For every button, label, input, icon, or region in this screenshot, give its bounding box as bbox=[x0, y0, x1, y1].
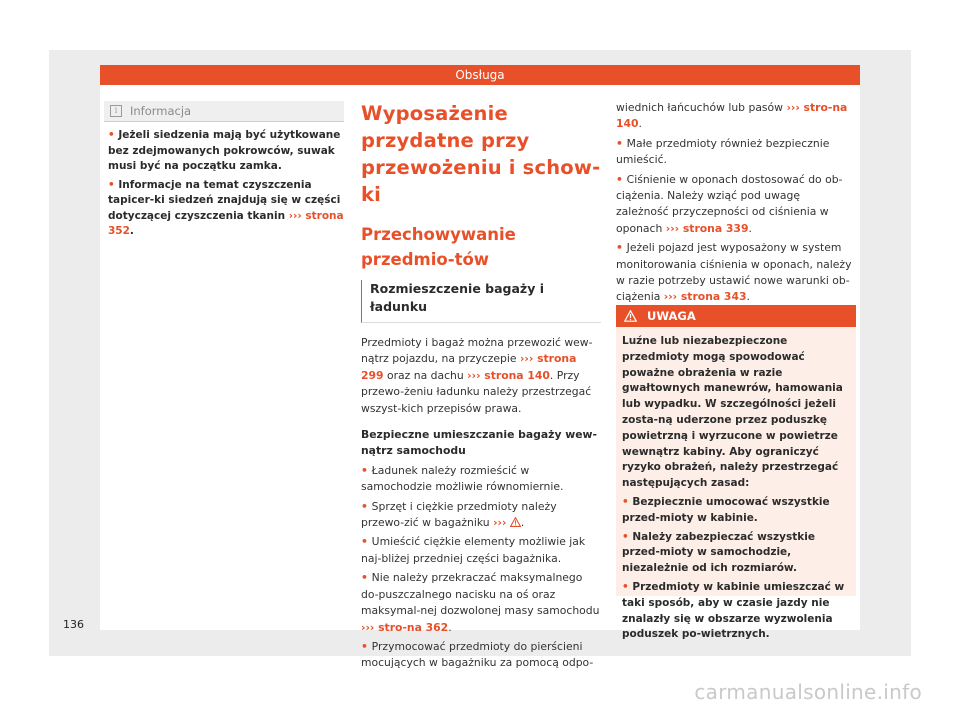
safe-heading: Bezpieczne umieszczanie bagaży wew-nątrz samochodu bbox=[361, 428, 598, 458]
page-link[interactable]: ››› strona 339 bbox=[665, 221, 749, 235]
right-column bbox=[616, 100, 856, 309]
warning-triangle-icon bbox=[624, 310, 637, 322]
list-item: • Nie należy przekraczać maksymalnego do-puszczalnego nacisku na oś oraz maksymal-nej dozwolonej masy samochodu ››› stro-na 362. bbox=[361, 571, 600, 634]
info-box bbox=[104, 101, 344, 243]
page-title: Wyposażenie przydatne przy przewożeniu i schow-ki bbox=[361, 102, 601, 206]
warning-header bbox=[616, 305, 856, 327]
warning-triangle-icon bbox=[510, 517, 521, 527]
page-number: 136 bbox=[63, 618, 84, 631]
warning-item: • Przedmioty w kabinie umieszczać w taki sposób, aby w czasie jazdy nie znalazły się w obszarze wyzwolenia poduszek po-wietrznych. bbox=[622, 580, 845, 641]
info-box-title: Informacja bbox=[130, 104, 192, 118]
page-link-arrow[interactable]: ››› bbox=[288, 209, 302, 222]
middle-column bbox=[361, 100, 601, 675]
info-box-header bbox=[104, 101, 344, 122]
warning-title: UWAGA bbox=[647, 309, 696, 323]
watermark: carmanualsonline.info bbox=[694, 680, 922, 704]
page-link[interactable]: ››› strona 140 bbox=[467, 368, 550, 382]
list-item: • Ciśnienie w oponach dostosować do ob-ciążenia. Należy wziąć pod uwagę zależność przyczepności od ciśnienia w oponach ››› strona 339. bbox=[616, 172, 843, 235]
subsection-title: Rozmieszczenie bagaży i ładunku bbox=[361, 280, 601, 323]
warning-item: • Należy zabezpieczać wszystkie przed-mioty w samochodzie, niezależnie od ich rozmiarów. bbox=[622, 530, 815, 575]
page-link[interactable]: ››› strona 343 bbox=[663, 290, 747, 304]
list-item: wiednich łańcuchów lub pasów ››› stro-na 140. bbox=[616, 101, 848, 131]
section-title: Przechowywanie przedmio-tów bbox=[361, 225, 516, 269]
info-icon: i bbox=[110, 105, 122, 117]
page-link[interactable]: ››› stro-na 362 bbox=[361, 620, 449, 634]
warning-item: • Bezpiecznie umocować wszystkie przed-mioty w kabinie. bbox=[622, 495, 830, 524]
list-item: • Umieścić ciężkie elementy możliwie jak naj-bliżej przedniej części bagażnika. bbox=[361, 535, 586, 565]
page-link[interactable]: ››› strona 299 bbox=[361, 352, 577, 382]
page-header: Obsługa bbox=[100, 65, 860, 85]
page-link[interactable]: ››› bbox=[493, 516, 507, 530]
middle-body bbox=[361, 335, 601, 672]
info-item: • Informacje na temat czyszczenia tapicer-ki siedzeń znajdują się w części dotyczącej czyszczenia tkanin ››› strona 352. bbox=[108, 178, 344, 237]
list-item: • Małe przedmioty również bezpiecznie umieścić. bbox=[616, 136, 830, 167]
info-item: • Jeżeli siedzenia mają być użytkowane bez zdejmowanych pokrowców, suwak musi być na początku zamka. bbox=[108, 129, 341, 172]
list-item: • Przymocować przedmioty do pierścieni mocujących w bagażniku za pomocą odpo- bbox=[361, 639, 594, 670]
footer bbox=[0, 680, 960, 702]
list-item: • Sprzęt i ciężkie przedmioty należy przewo-zić w bagażniku ››› . bbox=[361, 499, 557, 530]
warning-paragraph: Luźne lub niezabezpieczone przedmioty mogą spowodować poważne obrażenia w razie gwałtownych manewrów, hamowania lub wypadku. W szczególności jeżeli zosta-ną uderzone przez poduszkę powietrzną i wyrzucone w powietrze wewnątrz kabiny. Aby ograniczyć ryzyko obrażeń, należy przestrzegać następujących zasad: bbox=[622, 335, 843, 490]
list-item: • Jeżeli pojazd jest wyposażony w system monitorowania ciśnienia w oponach, należy w razie potrzeby ustawić nowe warunki ob-ciążenia ››› strona 343. bbox=[616, 241, 852, 304]
intro-paragraph: Przedmioty i bagaż można przewozić wew-nątrz pojazdu, na przyczepie ››› strona 299 oraz na dachu ››› strona 140. Przy przewo-żeniu ładunku należy przestrzegać wszyst-kich przepisów prawa. bbox=[361, 336, 593, 415]
warning-box bbox=[616, 305, 856, 641]
info-box-body bbox=[104, 122, 344, 240]
page-link[interactable]: strona 352 bbox=[108, 209, 344, 237]
warning-body bbox=[616, 327, 856, 643]
page-link[interactable]: ››› stro-na 140 bbox=[616, 101, 848, 131]
list-item: • Ładunek należy rozmieścić w samochodzie możliwie równomiernie. bbox=[361, 463, 564, 494]
